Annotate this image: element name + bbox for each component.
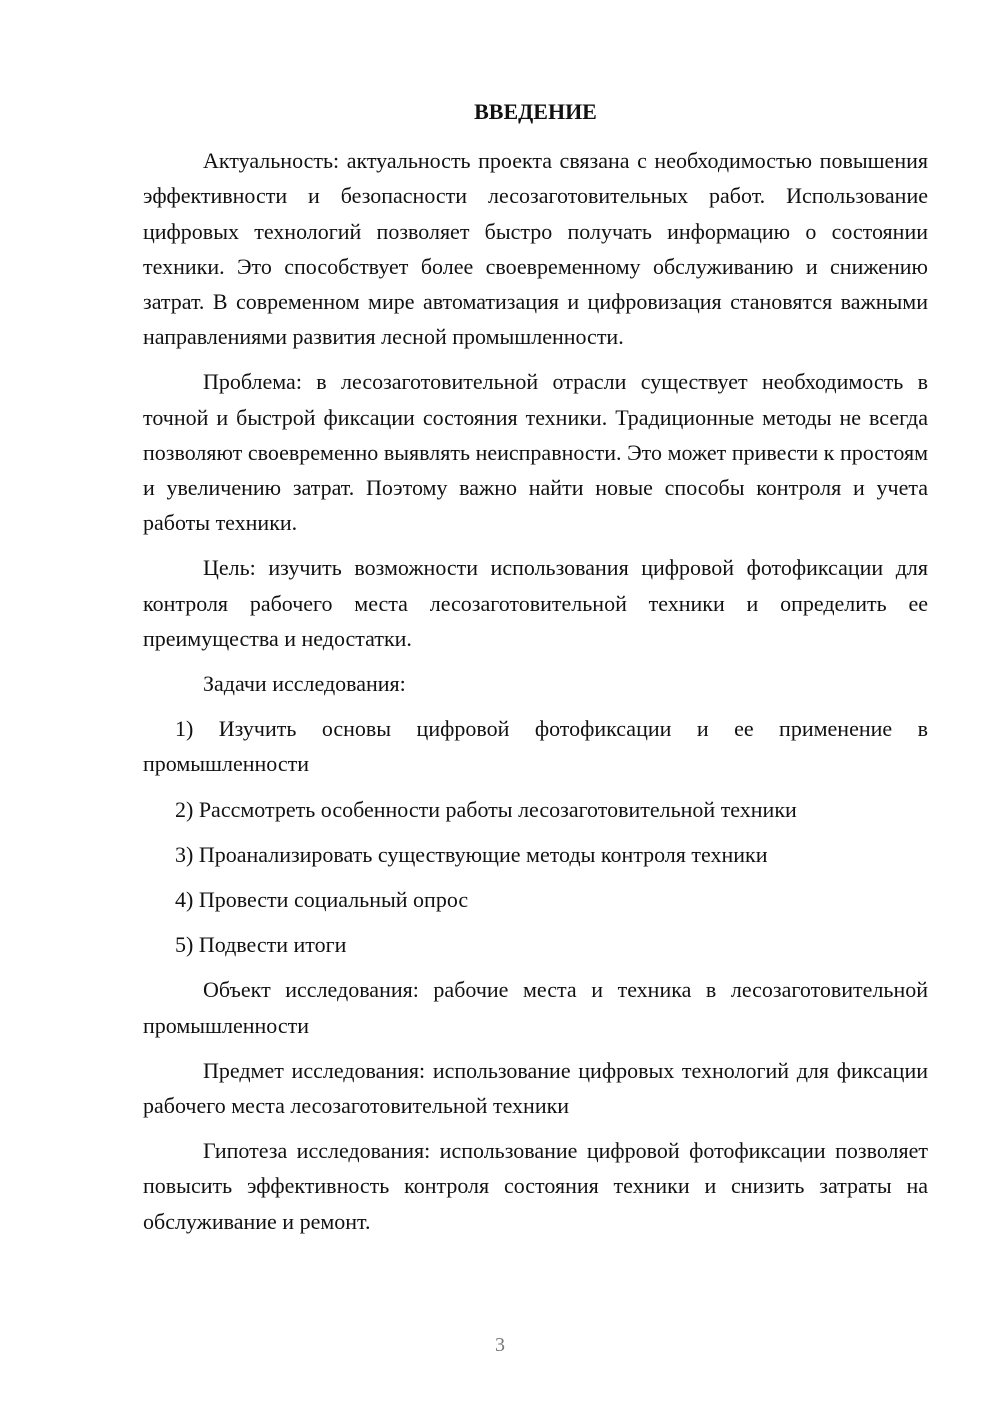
page-number: 3 [495, 1334, 505, 1356]
document-page [143, 94, 928, 1249]
paragraph-subject: Предмет исследования: использование цифровых технологий для фиксации рабочего места лесозаготовительной техники [143, 1057, 928, 1119]
paragraph-relevance: Актуальность: актуальность проекта связана с необходимостью повышения эффективности и безопасности лесозаготовительных работ. Использование цифровых технологий позволяет быстро получать информацию о состоянии техники. Это способствует более своевременному обслуживанию и снижению затрат. В современном мире автоматизация и цифровизация становятся важными направлениями развития лесной промышленности. [143, 148, 928, 350]
task-item: 5) Подвести итоги [175, 932, 347, 958]
task-list [143, 711, 928, 962]
task-item: 2) Рассмотреть особенности работы лесозаготовительной техники [175, 796, 797, 822]
paragraph-hypothesis: Гипотеза исследования: использование цифровой фотофиксации позволяет повысить эффективность контроля состояния техники и снизить затраты на обслуживание и ремонт. [143, 1138, 928, 1234]
task-item: 1) Изучить основы цифровой фотофиксации и ее применение в промышленности [143, 716, 928, 777]
page-title: ВВЕДЕНИЕ [474, 99, 597, 124]
paragraph-goal: Цель: изучить возможности использования цифровой фотофиксации для контроля рабочего места лесозаготовительной техники и определить ее преимущества и недостатки. [143, 555, 928, 651]
paragraph-problem: Проблема: в лесозаготовительной отрасли существует необходимость в точной и быстрой фиксации состояния техники. Традиционные методы не всегда позволяют своевременно выявлять неисправности. Это может привести к простоям и увеличению затрат. Поэтому важно найти новые способы контроля и учета работы техники. [143, 369, 928, 536]
paragraph-object: Объект исследования: рабочие места и техника в лесозаготовительной промышленности [143, 977, 928, 1038]
task-item: 4) Провести социальный опрос [175, 887, 469, 913]
tasks-heading: Задачи исследования: [203, 671, 406, 697]
task-item: 3) Проанализировать существующие методы контроля техники [175, 841, 768, 867]
